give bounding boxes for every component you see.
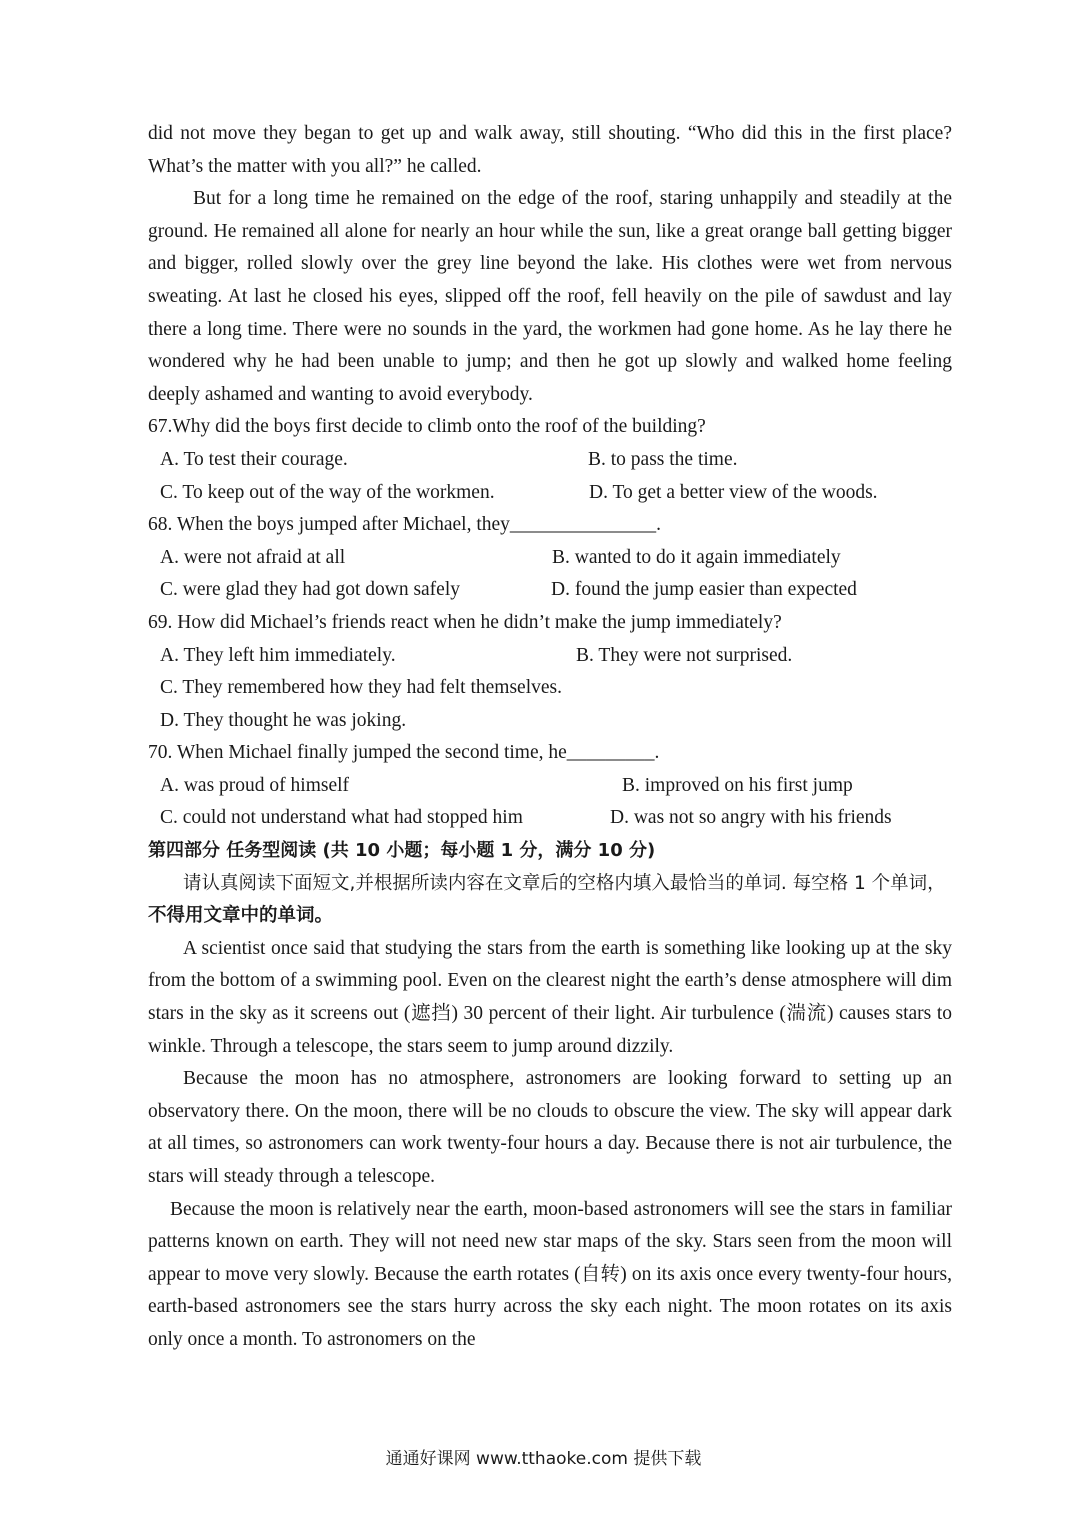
option-a: A. To test their courage.	[160, 448, 348, 470]
story-paragraph-1: did not move they began to get up and walk away, still shouting. “Who did this in the first place? What’s the matter with you all?” he called.	[148, 123, 952, 177]
question-68	[148, 509, 952, 607]
question-stem: 67.Why did the boys first decide to climb onto the roof of the building?	[148, 416, 706, 438]
option-c: C. To keep out of the way of the workmen.	[160, 481, 495, 503]
option-d: D. found the jump easier than expected	[551, 579, 857, 601]
stars-paragraph-1: A scientist once said that studying the stars from the earth is something like looking up at the sky from the bottom of a swimming pool. Even on the clearest night the earth’s dense atmosphere will dim stars in the sky as it screens out (遮挡) 30 percent of their light. Air turbulence (湍流) causes stars to winkle. Through a telescope, the stars seem to jump around dizzily.	[148, 937, 952, 1057]
stars-paragraph-3: Because the moon is relatively near the earth, moon-based astronomers will see the stars in familiar patterns known on earth. They will not need new star maps of the sky. Stars seen from the moon will appear to move very slowly. Because the earth rotates (自转) on its axis once every twenty-four hours, earth-based astronomers see the stars hurry across the sky each night. The moon rotates on its axis only once a month. To astronomers on the	[148, 1198, 952, 1350]
question-70	[148, 737, 952, 835]
option-c: C. could not understand what had stopped him	[160, 807, 523, 829]
section-title: 第四部分 任务型阅读 (共 10 小题；每小题 1 分，满分 10 分)	[148, 840, 656, 862]
section-instruction	[148, 868, 952, 933]
option-d: D. They thought he was joking.	[160, 709, 407, 731]
option-a: A. They left him immediately.	[160, 644, 396, 666]
option-d: D. To get a better view of the woods.	[589, 481, 878, 503]
option-b: B. wanted to do it again immediately	[552, 546, 841, 568]
options-row	[148, 542, 952, 575]
page-content	[148, 118, 952, 1357]
option-c: C. They remembered how they had felt themselves.	[160, 677, 562, 699]
options-row	[148, 444, 952, 477]
footer: 通通好课网 www.tthaoke.com 提供下载	[385, 1449, 702, 1469]
option-a: A. was proud of himself	[160, 774, 350, 796]
question-67	[148, 411, 952, 509]
options-row	[148, 574, 952, 607]
option-d: D. was not so angry with his friends	[610, 807, 892, 829]
option-b: B. to pass the time.	[588, 448, 738, 470]
options-row	[148, 640, 952, 673]
question-stem: 69. How did Michael’s friends react when he didn’t make the jump immediately?	[148, 611, 782, 633]
option-a: A. were not afraid at all	[160, 546, 346, 568]
question-stem: 70. When Michael finally jumped the second time, he_________.	[148, 742, 660, 764]
stars-paragraph-2: Because the moon has no atmosphere, astronomers are looking forward to setting up an observatory there. On the moon, there will be no clouds to obscure the view. The sky will appear dark at all times, so astronomers can work twenty-four hours a day. Because there is not air turbulence, the stars will steady through a telescope.	[148, 1068, 952, 1187]
options-row	[148, 770, 952, 803]
instruction-emphasis: 不得用文章中的单词。	[148, 905, 334, 927]
option-c: C. were glad they had got down safely	[160, 579, 461, 601]
instruction-text: 请认真阅读下面短文,并根据所读内容在文章后的空格内填入最恰当的单词. 每空格 1 个单词，	[183, 872, 946, 894]
question-69	[148, 607, 952, 737]
option-b: B. They were not surprised.	[576, 644, 793, 666]
options-row	[148, 477, 952, 510]
question-stem: 68. When the boys jumped after Michael, they_______________.	[148, 514, 662, 536]
story-paragraph-2: But for a long time he remained on the edge of the roof, staring unhappily and steadily at the ground. He remained all alone for nearly an hour while the sun, like a great orange ball getting bigger and bigger, rolled slowly over the grey line beyond the lake. His clothes were wet from nervous sweating. At last he closed his eyes, slipped off the roof, fell heavily on the pile of sawdust and lay there a long time. There were no sounds in the yard, the workmen had gone home. As he lay there he wondered why he had been unable to jump; and then he got up slowly and walked home feeling deeply ashamed and wanting to avoid everybody.	[148, 188, 952, 405]
option-b: B. improved on his first jump	[622, 774, 853, 796]
options-row	[148, 802, 952, 835]
